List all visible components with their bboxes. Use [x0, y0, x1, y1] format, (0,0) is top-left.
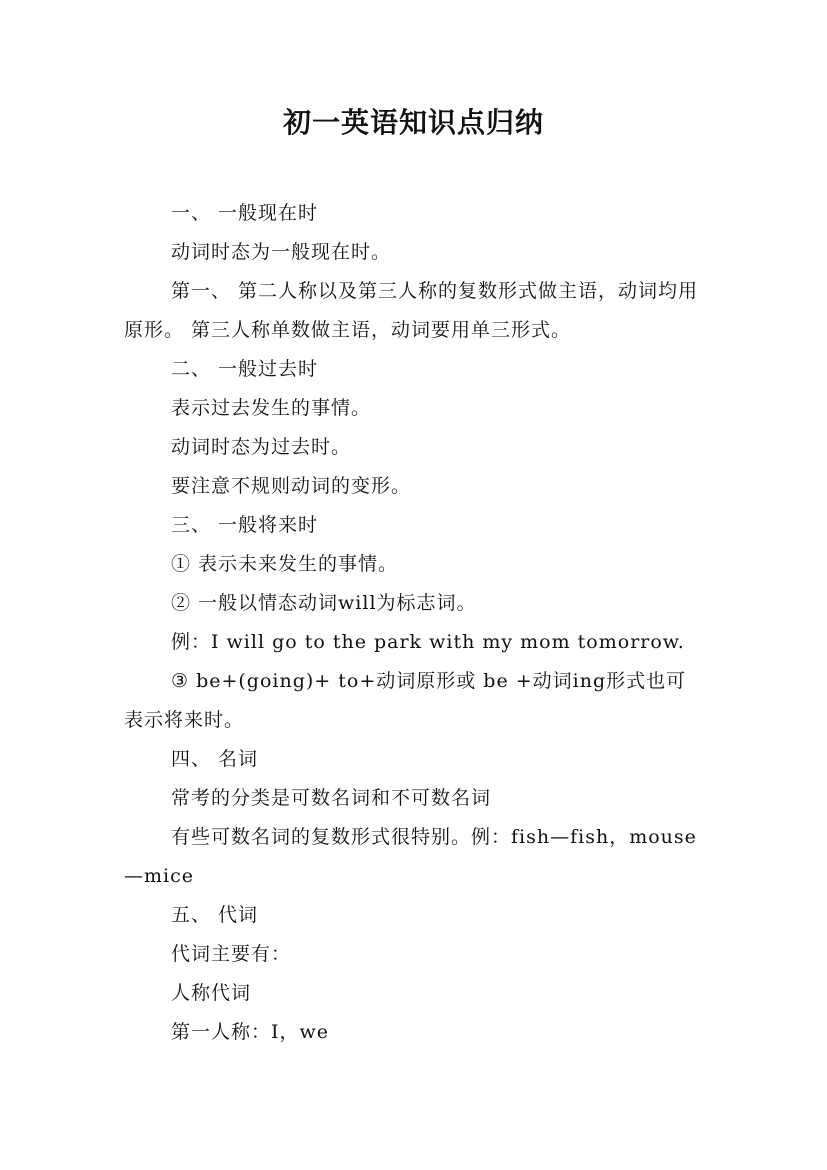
- paragraph: 一、 一般现在时: [171, 202, 319, 224]
- paragraph: 表示过去发生的事情。: [171, 397, 372, 419]
- paragraph: 常考的分类是可数名词和不可数名词: [171, 787, 492, 809]
- paragraph: ③ be+(going)+ to+动词原形或 be +动词ing形式也可表示将来时。: [124, 670, 687, 731]
- paragraph: 第一人称：I，we: [171, 1021, 330, 1043]
- paragraph: 四、 名词: [171, 748, 259, 770]
- paragraph: 要注意不规则动词的变形。: [171, 475, 412, 497]
- paragraph: ② 一般以情态动词will为标志词。: [171, 592, 477, 614]
- document-body: [124, 194, 704, 1052]
- paragraph: ① 表示未来发生的事情。: [171, 553, 399, 575]
- paragraph: 二、 一般过去时: [171, 358, 319, 380]
- paragraph: 人称代词: [171, 982, 252, 1004]
- paragraph: 五、 代词: [171, 904, 259, 926]
- paragraph: 第一、 第二人称以及第三人称的复数形式做主语，动词均用原形。 第三人称单数做主语，动词要用单三形式。: [124, 280, 699, 341]
- paragraph: 动词时态为过去时。: [171, 436, 352, 458]
- paragraph: 有些可数名词的复数形式很特别。例：fish—fish，mouse—mice: [124, 826, 697, 887]
- paragraph: 动词时态为一般现在时。: [171, 241, 392, 263]
- paragraph: 代词主要有：: [171, 943, 292, 965]
- paragraph: 例：I will go to the park with my mom tomorrow.: [171, 631, 685, 653]
- document-title: 初一英语知识点归纳: [282, 106, 544, 139]
- paragraph: 三、 一般将来时: [171, 514, 319, 536]
